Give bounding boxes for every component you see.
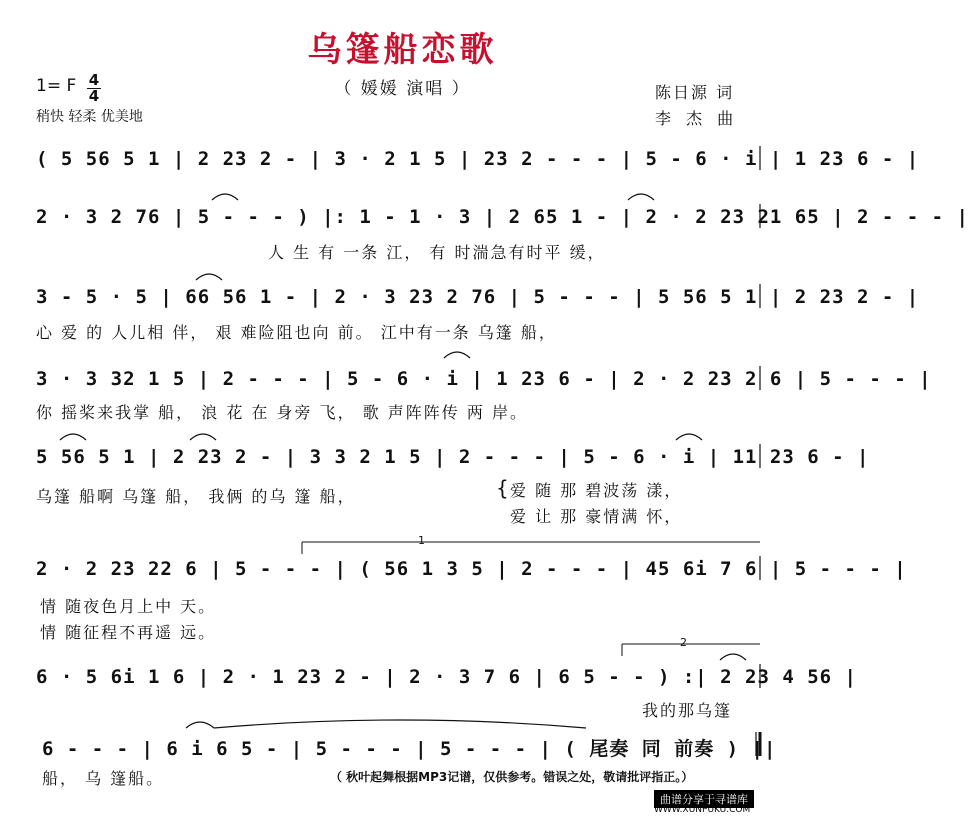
- barlines: [756, 146, 760, 756]
- slur-arcs: [60, 194, 746, 728]
- tempo-marking: 稍快 轻柔 优美地: [36, 109, 143, 125]
- staff-line-7-lyrics: 我的那乌篷: [642, 701, 733, 720]
- staff-line-6-lyrics-verse-1: 情 随夜色月上中 天。: [40, 597, 217, 616]
- staff-line-1-notes: ( 5 56 5 1 | 2 23 2 - | 3 · 2 1 5 | 23 2 - - - | 5 - 6 · i | 1 23 6 - |: [36, 148, 920, 170]
- song-title: 乌篷船恋歌: [307, 30, 498, 70]
- meter-top: 4: [88, 71, 100, 89]
- staff-line-8-notes: 6 - - - | 6 i 6 5 - | 5 - - - | 5 - - - | ( 尾奏 同 前奏 ) ||: [42, 738, 777, 760]
- staff-line-3-lyrics: 心 爱 的 人儿相 伴， 艰 难险阻也向 前。 江中有一条 乌篷 船，: [36, 323, 557, 342]
- staff-line-8-lyrics: 船， 乌 篷船。: [42, 769, 165, 788]
- volta-2-bracket: [622, 644, 760, 656]
- staff-line-7-notes: 6 · 5 6i 1 6 | 2 · 1 23 2 - | 2 · 3 7 6 | 6 5 - - ) :| 2 23 4 56 |: [36, 666, 857, 688]
- staff-line-5-lyrics: 乌篷 船啊 乌篷 船， 我俩 的乌 篷 船，: [36, 487, 356, 506]
- staff-line-5-lyrics-verse-2: 爱 让 那 豪情满 怀，: [510, 507, 683, 526]
- volta-1-label: 1: [418, 534, 425, 547]
- staff-line-4-notes: 3 · 3 32 1 5 | 2 - - - | 5 - 6 · i | 1 23 6 - | 2 · 2 23 2 6 | 5 - - - |: [36, 368, 932, 390]
- watermark-site-name: 曲谱分享于寻谱库: [654, 790, 754, 808]
- staff-line-5-lyrics-verse-1: 爱 随 那 碧波荡 漾，: [510, 481, 683, 500]
- lyricist-credit: 陈日源 词: [655, 83, 735, 102]
- staff-line-4-lyrics: 你 摇桨来我掌 船， 浪 花 在 身旁 飞， 歌 声阵阵传 两 岸。: [36, 403, 528, 422]
- staff-line-6-notes: 2 · 2 23 22 6 | 5 - - - | ( 56 1 3 5 | 2 - - - | 45 6i 7 6 | 5 - - - |: [36, 558, 907, 580]
- staff-line-5-notes: 5 56 5 1 | 2 23 2 - | 3 3 2 1 5 | 2 - - - | 5 - 6 · i | 11 23 6 - |: [36, 446, 870, 468]
- volta-2-label: 2: [680, 636, 687, 649]
- staff-line-2-notes: 2 · 3 2 76 | 5 - - - ) |: 1 - 1 · 3 | 2 65 1 - | 2 · 2 23 21 65 | 2 - - - |: [36, 206, 969, 228]
- transcription-footnote: （ 秋叶起舞根据MP3记谱，仅供参考。错误之处，敬请批评指正。）: [330, 770, 694, 784]
- staff-line-3-notes: 3 - 5 · 5 | 66 56 1 - | 2 · 3 23 2 76 | 5 - - - | 5 56 5 1 | 2 23 2 - |: [36, 286, 920, 308]
- meter-bottom: 4: [88, 87, 100, 105]
- staff-line-6-lyrics-verse-2: 情 随征程不再遥 远。: [40, 623, 217, 642]
- staff-line-2-lyrics: 人 生 有 一条 江， 有 时湍急有时平 缓，: [268, 243, 606, 262]
- watermark-url: WWW.XUNPUKU.COM: [654, 805, 751, 815]
- composer-credit: 李 杰 曲: [655, 109, 739, 128]
- volta-1-bracket: [302, 542, 760, 554]
- singer-credit: （ 媛媛 演唱 ）: [334, 79, 471, 99]
- key-signature: 1= F: [36, 76, 77, 96]
- verse-brace: {: [496, 476, 511, 500]
